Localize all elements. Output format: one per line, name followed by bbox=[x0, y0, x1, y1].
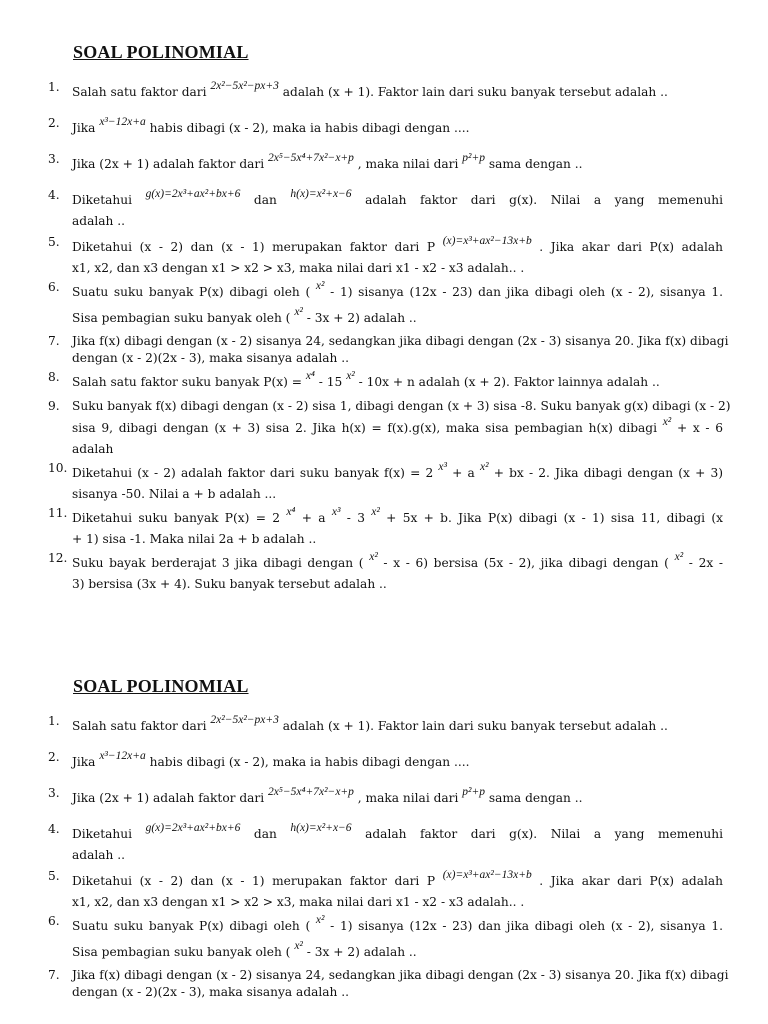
question-line bbox=[72, 939, 723, 965]
math-expression: x⁴ bbox=[305, 370, 315, 382]
question-line bbox=[72, 115, 723, 141]
question-text: + x - 6 bbox=[671, 421, 723, 435]
question-line bbox=[72, 785, 723, 811]
question-text: - 3x + 2) adalah .. bbox=[302, 311, 417, 325]
question-number: 1. bbox=[48, 714, 60, 728]
math-expression: x² bbox=[369, 551, 378, 563]
question-text: Diketahui suku banyak P(x) = 2 bbox=[72, 511, 287, 525]
question-number: 3. bbox=[48, 786, 60, 800]
question-text: - 15 bbox=[314, 375, 347, 389]
question-text: sisanya -50. Nilai a + b adalah ... bbox=[72, 487, 277, 501]
question-text: Jika f(x) dibagi dengan (x - 2) sisanya 24, sedangkan jika dibagi dengan (2x - 3) sisanya 20. Jika f(x) dibagi bbox=[72, 968, 729, 982]
question-text: Diketahui (x - 2) adalah faktor dari suku banyak f(x) = 2 bbox=[72, 466, 439, 480]
question-list bbox=[48, 79, 731, 593]
question-number: 4. bbox=[48, 188, 60, 202]
question-line bbox=[72, 187, 723, 213]
math-expression: x² bbox=[346, 370, 355, 382]
math-expression: 2x⁵−5x⁴+7x²−x+p bbox=[268, 152, 354, 164]
question-line bbox=[72, 151, 723, 177]
question-text: + a bbox=[446, 466, 480, 480]
question-text: - 1) sisanya (12x - 23) dan jika dibagi oleh (x - 2), sisanya 1. bbox=[324, 919, 723, 933]
question-text: Suatu suku banyak P(x) dibagi oleh ( bbox=[72, 919, 316, 933]
question-line bbox=[72, 460, 723, 486]
question-number: 11. bbox=[48, 506, 68, 520]
question-number: 10. bbox=[48, 461, 68, 475]
question-text: + 1) sisa -1. Maka nilai 2a + b adalah .. bbox=[72, 532, 317, 546]
math-expression: x³ bbox=[331, 506, 341, 518]
question-item bbox=[48, 333, 729, 367]
question-item bbox=[48, 151, 723, 177]
question-line bbox=[72, 369, 723, 395]
math-expression: x² bbox=[294, 940, 303, 952]
question-text: Diketahui (x - 2) dan (x - 1) merupakan faktor dari P bbox=[72, 874, 443, 888]
question-number: 7. bbox=[48, 334, 60, 348]
question-text: Jika bbox=[72, 755, 100, 769]
question-text: Diketahui (x - 2) dan (x - 1) merupakan faktor dari P bbox=[72, 240, 443, 254]
question-text: Suku banyak f(x) dibagi dengan (x - 2) sisa 1, dibagi dengan (x + 3) sisa -8. Suku banyak g(x) dibagi (x - 2) bbox=[72, 399, 731, 413]
question-line bbox=[72, 749, 723, 775]
question-text: adalah .. bbox=[72, 214, 125, 228]
question-text: sisa 9, dibagi dengan (x + 3) sisa 2. Jika h(x) = f(x).g(x), maka sisa pembagian h(x) dibagi bbox=[72, 421, 663, 435]
question-text: Jika (2x + 1) adalah faktor dari bbox=[72, 157, 269, 171]
question-line bbox=[72, 279, 723, 305]
question-text: dengan (x - 2)(2x - 3), maka sisanya adalah .. bbox=[72, 351, 350, 365]
question-text: Diketahui bbox=[72, 193, 146, 207]
question-item bbox=[48, 821, 723, 864]
question-text: - 1) sisanya (12x - 23) dan jika dibagi oleh (x - 2), sisanya 1. bbox=[324, 285, 723, 299]
question-line bbox=[72, 234, 723, 260]
question-line bbox=[72, 441, 723, 458]
question-text: - x - 6) bersisa (5x - 2), jika dibagi dengan ( bbox=[377, 556, 675, 570]
math-expression: (x)=x³+ax²−13x+b bbox=[442, 869, 532, 881]
question-item bbox=[48, 913, 723, 965]
question-line bbox=[72, 486, 723, 503]
question-line bbox=[72, 398, 731, 415]
question-line bbox=[72, 984, 723, 1001]
question-text: 3) bersisa (3x + 4). Suku banyak tersebut adalah .. bbox=[72, 577, 387, 591]
math-expression: x² bbox=[315, 280, 325, 292]
math-expression: x² bbox=[480, 461, 489, 473]
question-line bbox=[72, 79, 723, 105]
question-item bbox=[48, 713, 723, 739]
question-number: 1. bbox=[48, 80, 60, 94]
question-text: . Jika akar dari P(x) adalah bbox=[531, 874, 723, 888]
question-line bbox=[72, 350, 723, 367]
question-text: adalah .. bbox=[72, 848, 125, 862]
question-line bbox=[72, 505, 723, 531]
question-line bbox=[72, 821, 723, 847]
question-text: x1, x2, dan x3 dengan x1 > x2 > x3, maka nilai dari x1 - x2 - x3 adalah.. . bbox=[72, 895, 525, 909]
question-text: dan bbox=[240, 827, 291, 841]
question-text: habis dibagi (x - 2), maka ia habis dibagi dengan .... bbox=[145, 121, 470, 135]
math-expression: h(x)=x²+x−6 bbox=[290, 822, 352, 834]
question-item bbox=[48, 115, 723, 141]
question-number: 2. bbox=[48, 116, 60, 130]
question-text: adalah faktor dari g(x). Nilai a yang memenuhi bbox=[351, 827, 724, 841]
question-text: Jika bbox=[72, 121, 100, 135]
question-text: . Jika akar dari P(x) adalah bbox=[531, 240, 723, 254]
question-item bbox=[48, 234, 723, 277]
question-text: Salah satu faktor suku banyak P(x) = bbox=[72, 375, 306, 389]
math-expression: x² bbox=[674, 551, 684, 563]
question-text: Jika (2x + 1) adalah faktor dari bbox=[72, 791, 269, 805]
question-line bbox=[72, 868, 723, 894]
question-text: + 5x + b. Jika P(x) dibagi (x - 1) sisa 11, dibagi (x bbox=[379, 511, 723, 525]
question-text: x1, x2, dan x3 dengan x1 > x2 > x3, maka nilai dari x1 - x2 - x3 adalah.. . bbox=[72, 261, 525, 275]
math-expression: x³−12x+a bbox=[99, 116, 146, 128]
question-text: , maka nilai dari bbox=[353, 791, 463, 805]
question-item bbox=[48, 79, 723, 105]
question-text: adalah (x + 1). Faktor lain dari suku banyak tersebut adalah .. bbox=[278, 85, 668, 99]
question-text: sama dengan .. bbox=[484, 157, 583, 171]
question-line bbox=[72, 550, 723, 576]
page-title: SOAL POLINOMIAL bbox=[73, 42, 249, 62]
question-text: Suku bayak berderajat 3 jika dibagi dengan ( bbox=[72, 556, 370, 570]
question-text: habis dibagi (x - 2), maka ia habis dibagi dengan .... bbox=[145, 755, 470, 769]
question-text: adalah faktor dari g(x). Nilai a yang memenuhi bbox=[351, 193, 724, 207]
question-line bbox=[72, 213, 723, 230]
question-text: dan bbox=[240, 193, 291, 207]
question-item bbox=[48, 398, 731, 458]
question-number: 8. bbox=[48, 370, 60, 384]
question-text: - 2x - bbox=[683, 556, 723, 570]
question-text: sama dengan .. bbox=[484, 791, 583, 805]
question-item bbox=[48, 868, 723, 911]
question-number: 12. bbox=[48, 551, 68, 565]
question-line bbox=[72, 576, 723, 593]
question-text: adalah bbox=[72, 442, 114, 456]
question-list-repeat bbox=[48, 713, 729, 1001]
question-line bbox=[72, 967, 729, 984]
question-number: 3. bbox=[48, 152, 60, 166]
math-expression: p²+p bbox=[462, 152, 485, 164]
question-line bbox=[72, 415, 723, 441]
question-item bbox=[48, 749, 723, 775]
math-expression: x³−12x+a bbox=[99, 750, 146, 762]
question-text: Salah satu faktor dari bbox=[72, 719, 211, 733]
question-line bbox=[72, 531, 723, 548]
question-text: + a bbox=[295, 511, 332, 525]
math-expression: p²+p bbox=[462, 786, 485, 798]
question-number: 6. bbox=[48, 280, 60, 294]
question-line bbox=[72, 894, 723, 911]
question-item bbox=[48, 279, 723, 331]
question-text: adalah (x + 1). Faktor lain dari suku banyak tersebut adalah .. bbox=[278, 719, 668, 733]
question-text: , maka nilai dari bbox=[353, 157, 463, 171]
question-number: 5. bbox=[48, 869, 60, 883]
math-expression: h(x)=x²+x−6 bbox=[290, 188, 352, 200]
question-number: 7. bbox=[48, 968, 60, 982]
question-item bbox=[48, 369, 723, 395]
math-expression: 2x⁵−5x⁴+7x²−x+p bbox=[268, 786, 354, 798]
question-item bbox=[48, 505, 723, 548]
question-text: + bx - 2. Jika dibagi dengan (x + 3) bbox=[488, 466, 723, 480]
question-line bbox=[72, 713, 723, 739]
question-number: 2. bbox=[48, 750, 60, 764]
question-item bbox=[48, 967, 729, 1001]
math-expression: x² bbox=[662, 416, 672, 428]
question-number: 5. bbox=[48, 235, 60, 249]
question-text: Jika f(x) dibagi dengan (x - 2) sisanya 24, sedangkan jika dibagi dengan (2x - 3) sisanya 20. Jika f(x) dibagi bbox=[72, 334, 729, 348]
question-item bbox=[48, 460, 723, 503]
question-number: 9. bbox=[48, 399, 60, 413]
question-text: Sisa pembagian suku banyak oleh ( bbox=[72, 945, 295, 959]
math-expression: 2x²−5x²−px+3 bbox=[210, 714, 279, 726]
question-text: - 3x + 2) adalah .. bbox=[302, 945, 417, 959]
math-expression: g(x)=2x³+ax²+bx+6 bbox=[145, 822, 241, 834]
question-text: Diketahui bbox=[72, 827, 146, 841]
math-expression: 2x²−5x²−px+3 bbox=[210, 80, 279, 92]
math-expression: g(x)=2x³+ax²+bx+6 bbox=[145, 188, 241, 200]
math-expression: (x)=x³+ax²−13x+b bbox=[442, 235, 532, 247]
question-line bbox=[72, 260, 723, 277]
question-text: dengan (x - 2)(2x - 3), maka sisanya adalah .. bbox=[72, 985, 350, 999]
question-number: 4. bbox=[48, 822, 60, 836]
question-line bbox=[72, 847, 723, 864]
math-expression: x³ bbox=[438, 461, 447, 473]
question-line bbox=[72, 913, 723, 939]
question-line bbox=[72, 305, 723, 331]
page-title-repeat: SOAL POLINOMIAL bbox=[73, 676, 249, 696]
math-expression: x⁴ bbox=[286, 506, 296, 518]
math-expression: x² bbox=[315, 914, 325, 926]
math-expression: x² bbox=[371, 506, 380, 518]
question-number: 6. bbox=[48, 914, 60, 928]
question-text: Suatu suku banyak P(x) dibagi oleh ( bbox=[72, 285, 316, 299]
question-item bbox=[48, 785, 723, 811]
question-item bbox=[48, 550, 723, 593]
question-item bbox=[48, 187, 723, 230]
question-text: Salah satu faktor dari bbox=[72, 85, 211, 99]
question-line bbox=[72, 333, 729, 350]
question-text: Sisa pembagian suku banyak oleh ( bbox=[72, 311, 295, 325]
math-expression: x² bbox=[294, 306, 303, 318]
question-text: - 3 bbox=[340, 511, 372, 525]
question-text: - 10x + n adalah (x + 2). Faktor lainnya adalah .. bbox=[354, 375, 660, 389]
